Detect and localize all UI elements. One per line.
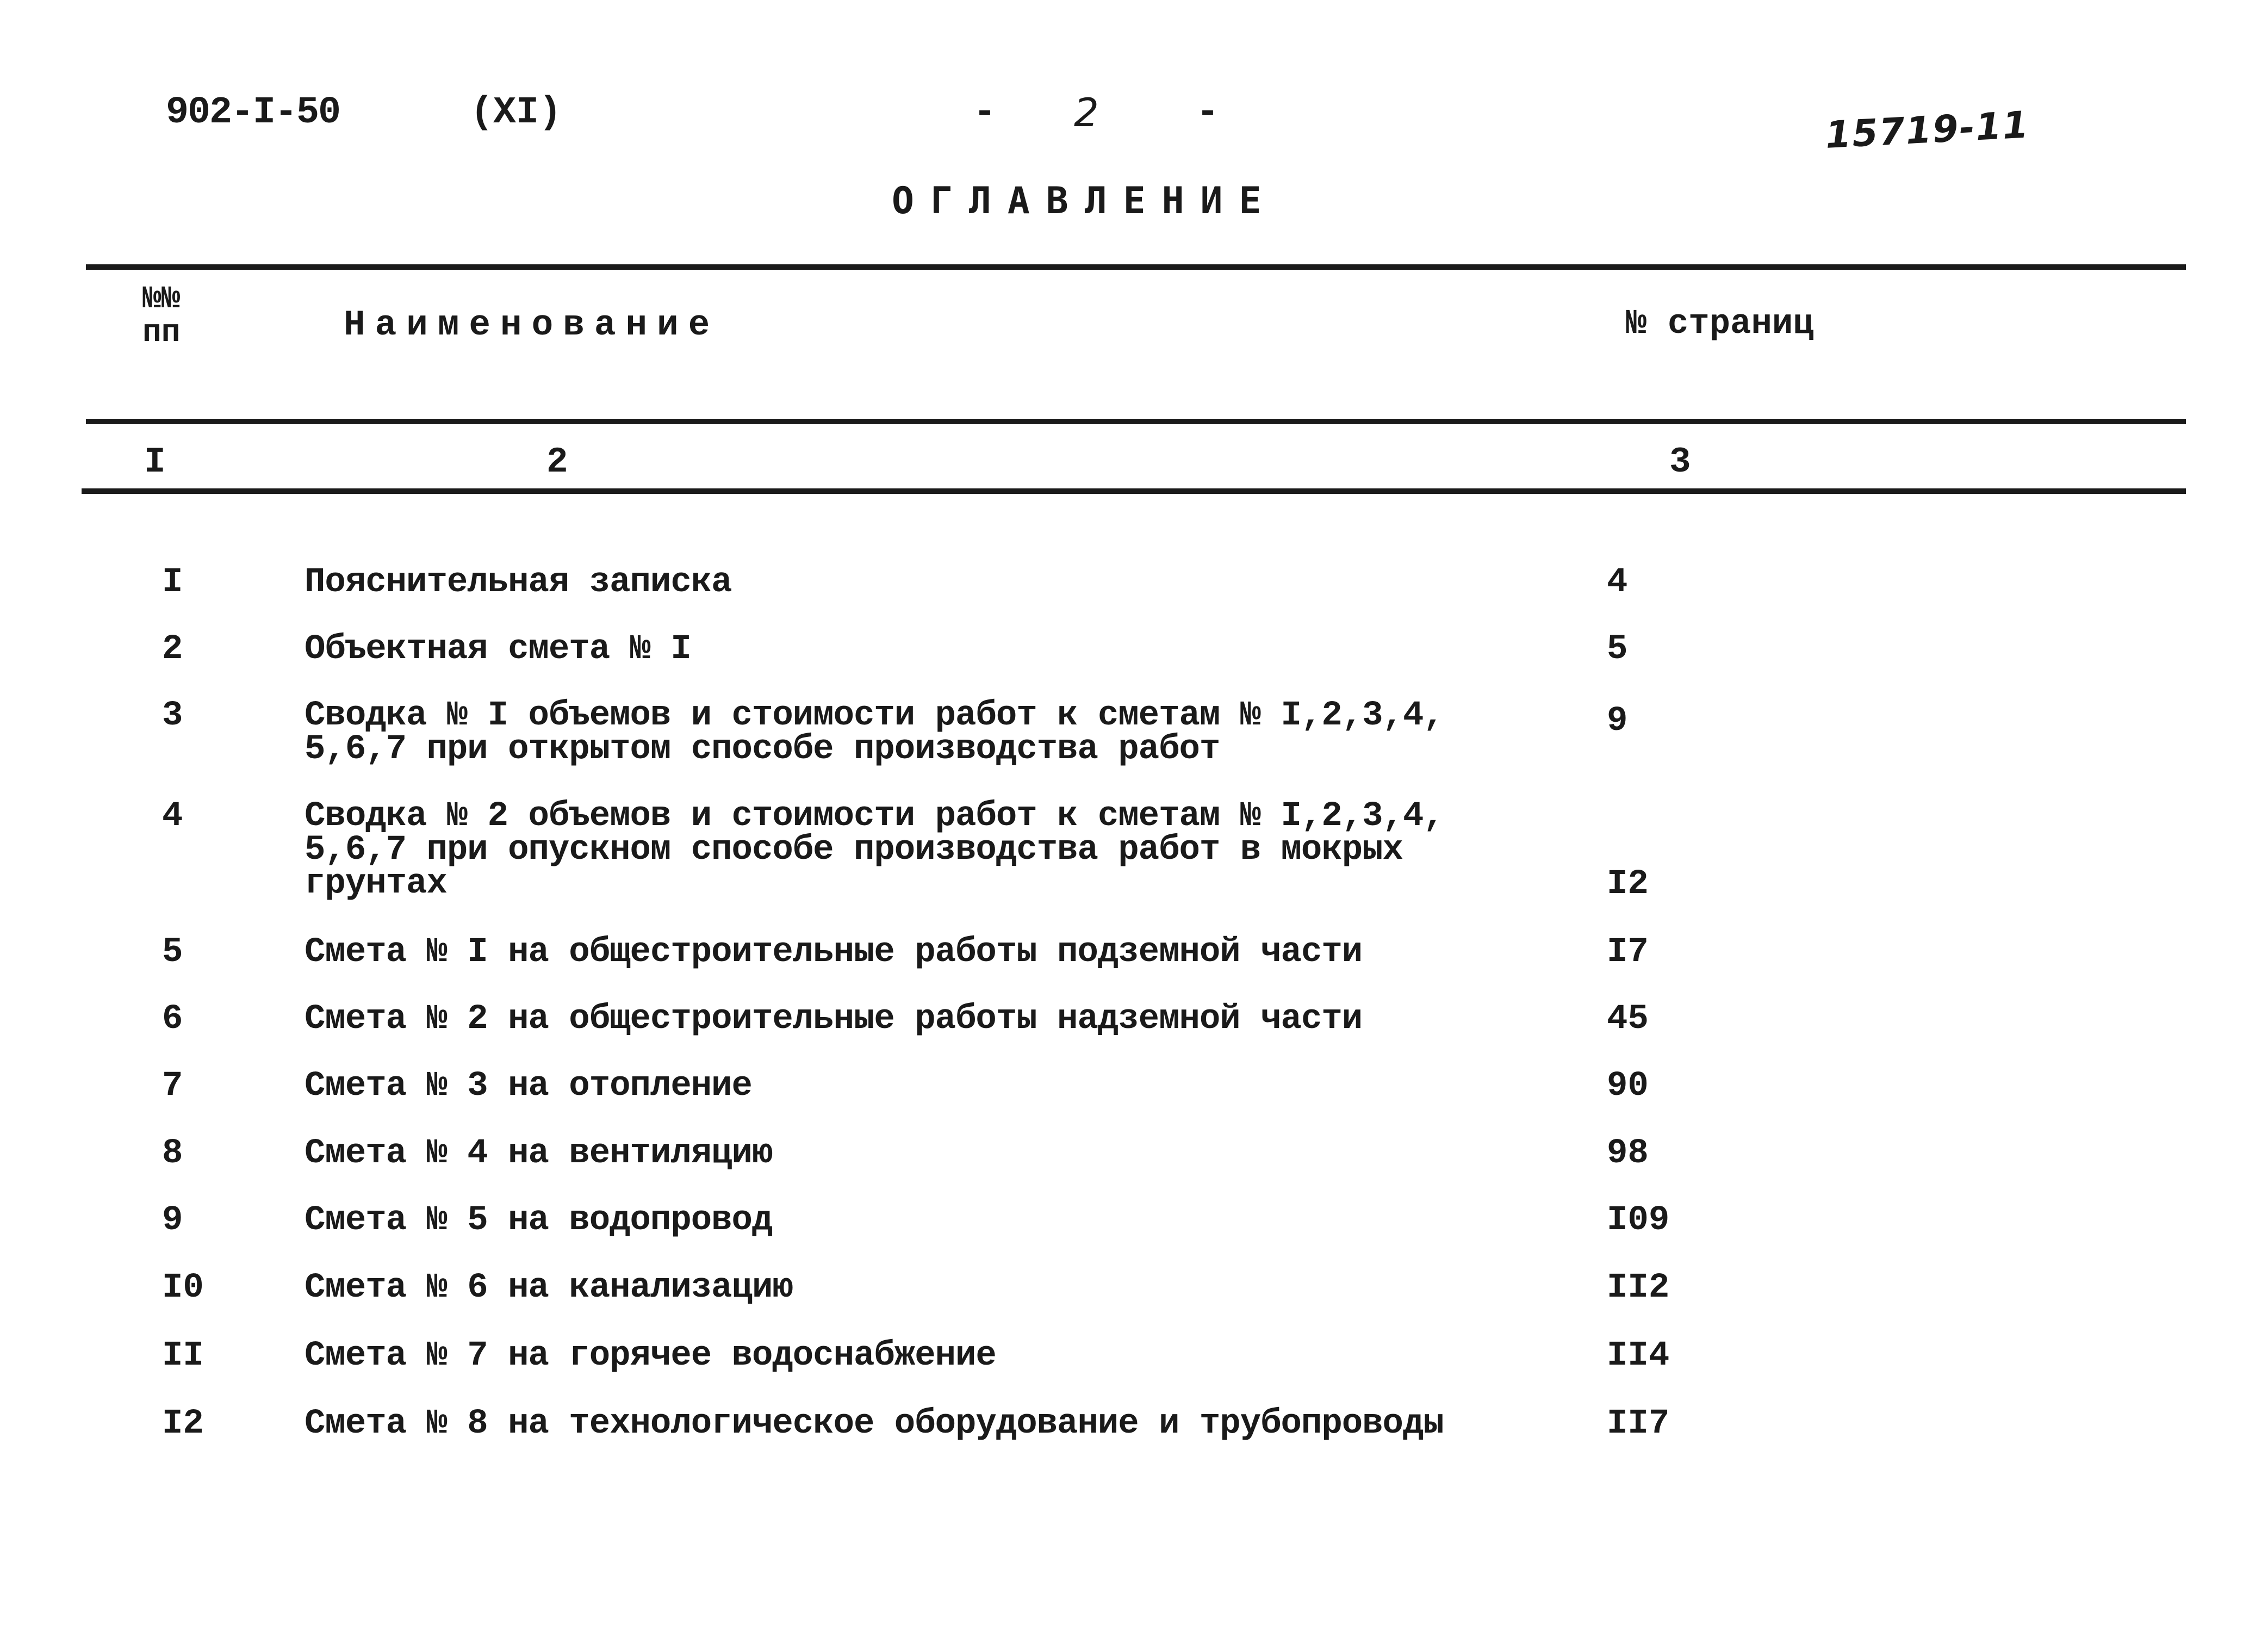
table-top-rule xyxy=(86,264,2186,270)
row-title: Объектная смета № I xyxy=(305,630,691,669)
page-title: ОГЛАВЛЕНИЕ xyxy=(892,179,1278,222)
row-title: Смета № 5 на водопровод xyxy=(305,1201,773,1240)
page-number: 2 xyxy=(1074,90,1099,135)
row-number: I0 xyxy=(162,1268,204,1307)
row-number: 5 xyxy=(162,933,183,972)
page-number-dash-right: - xyxy=(1196,91,1220,134)
row-page: 4 xyxy=(1607,563,1628,602)
row-page: II2 xyxy=(1607,1268,1670,1307)
row-title: Смета № 8 на технологическое оборудование и трубопроводы xyxy=(305,1404,1444,1443)
table-index-rule xyxy=(82,488,2186,494)
row-title: Смета № 2 на общестроительные работы надземной части xyxy=(305,1000,1363,1039)
column-header-name: Наименование xyxy=(344,305,720,345)
row-page: 90 xyxy=(1607,1067,1649,1106)
row-page: 45 xyxy=(1607,1000,1649,1039)
row-number: 9 xyxy=(162,1201,183,1240)
row-title: Сводка № I объемов и стоимости работ к сметам № I,2,3,4, 5,6,7 при открытом способе производства работ xyxy=(305,696,1444,769)
row-number: 8 xyxy=(162,1134,183,1173)
row-title: Пояснительная записка xyxy=(305,563,732,602)
column-index-3: 3 xyxy=(1669,442,1691,482)
row-number: 7 xyxy=(162,1067,183,1106)
table-header-rule xyxy=(86,419,2186,424)
row-number: 4 xyxy=(162,797,183,836)
row-page: 98 xyxy=(1607,1134,1649,1173)
row-number: 6 xyxy=(162,1000,183,1039)
column-header-page: № страниц xyxy=(1626,305,1814,344)
column-index-1: I xyxy=(144,442,166,482)
row-title: Смета № 7 на горячее водоснабжение xyxy=(305,1336,996,1375)
row-number: 2 xyxy=(162,630,183,669)
document-code: 902-I-50 xyxy=(166,91,340,134)
row-page: I09 xyxy=(1607,1201,1670,1240)
row-page: II7 xyxy=(1607,1404,1670,1443)
row-title: Смета № 3 на отопление xyxy=(305,1067,752,1106)
document-series: (XI) xyxy=(470,91,562,134)
row-number: 3 xyxy=(162,696,183,735)
archive-number: 15719-11 xyxy=(1824,103,2031,157)
row-number: I2 xyxy=(162,1404,204,1443)
row-page: I7 xyxy=(1607,933,1649,972)
column-index-2: 2 xyxy=(546,442,568,482)
row-page: 9 xyxy=(1607,702,1628,741)
row-page: II4 xyxy=(1607,1336,1670,1375)
row-title: Смета № I на общестроительные работы подземной части xyxy=(305,933,1363,972)
row-title: Смета № 4 на вентиляцию xyxy=(305,1134,773,1173)
row-page: I2 xyxy=(1607,865,1649,904)
row-page: 5 xyxy=(1607,630,1628,669)
column-header-number: №№ пп xyxy=(142,282,181,351)
row-title: Смета № 6 на канализацию xyxy=(305,1268,793,1307)
page-number-dash-left: - xyxy=(973,91,997,134)
row-number: II xyxy=(162,1336,204,1375)
row-title: Сводка № 2 объемов и стоимости работ к сметам № I,2,3,4, 5,6,7 при опускном способе производства работ в мокрых грунтах xyxy=(305,797,1444,903)
row-number: I xyxy=(162,563,183,602)
